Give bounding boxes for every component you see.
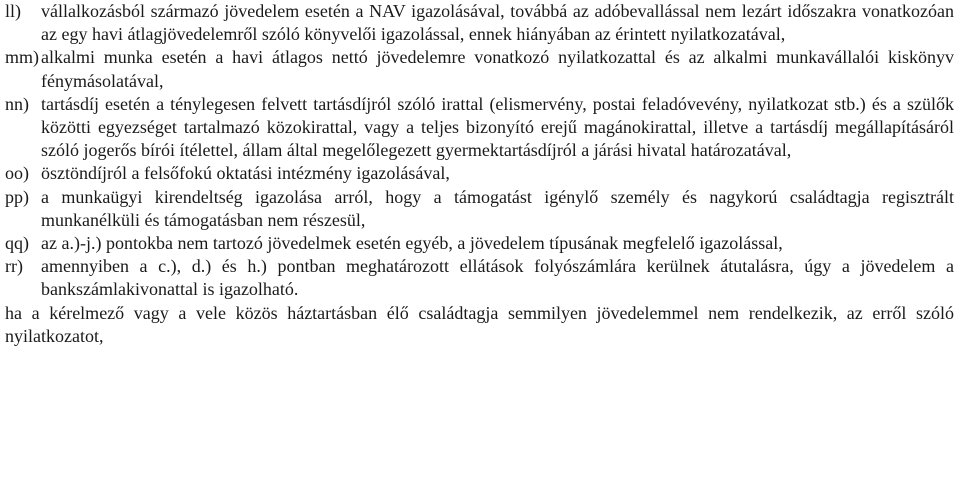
- list-item-text: ösztöndíjról a felsőfokú oktatási intézmény igazolásával,: [41, 163, 450, 184]
- list-item-nn: [5, 93, 954, 163]
- list-item-pp: [5, 186, 954, 232]
- list-marker: qq): [5, 233, 29, 254]
- list-item-text: amennyiben a c.), d.) és h.) pontban meghatározott ellátások folyószámlára kerülnek átutalásra, úgy a jövedelem a bankszámlakivonattal is igazolható.: [41, 256, 954, 300]
- list-item-text: tartásdíj esetén a ténylegesen felvett tartásdíjról szóló irattal (elismervény, postai feladóvevény, nyilatkozat stb.) és a szülők közötti egyezséget tartalmazó közokirattal, vagy a teljes bizonyító erejű magánokirattal, illetve a tartásdíj megállapításáról szóló jogerős bírói ítélettel, állam által megelőlegezett gyermektartásdíjról a járási hivatal határozatával,: [41, 93, 954, 161]
- list-marker: mm): [5, 47, 39, 68]
- list-item-text: a munkaügyi kirendeltség igazolása arról, hogy a támogatást igénylő személy és nagykorú családtagja regisztrált munkanélküli és támogatásban nem részesül,: [41, 186, 954, 230]
- list-item-text: alkalmi munka esetén a havi átlagos nettó jövedelemre vonatkozó nyilatkozattal és az alkalmi munkavállalói kiskönyv fénymásolatával,: [41, 47, 954, 91]
- list-item-text: az a.)-j.) pontokba nem tartozó jövedelmek esetén egyéb, a jövedelem típusának megfelelő igazolással,: [41, 233, 783, 254]
- list-marker: nn): [5, 93, 29, 114]
- list-item-oo: [5, 162, 954, 185]
- list-item-qq: [5, 232, 954, 255]
- closing-paragraph: ha a kérelmező vagy a vele közös háztartásban élő családtagja semmilyen jövedelemmel nem rendelkezik, az erről szóló nyilatkozatot,: [5, 302, 954, 346]
- list-marker: rr): [5, 256, 23, 277]
- list-marker: oo): [5, 163, 29, 184]
- list-item-ll: [5, 0, 954, 46]
- list-item-mm: [5, 46, 954, 92]
- list-item-text: vállalkozásból származó jövedelem esetén a NAV igazolásával, továbbá az adóbevallással nem lezárt időszakra vonatkozóan az egy havi átlagjövedelemről szóló könyvelői igazolással, ennek hiányában az érintett nyilatkozatával,: [41, 1, 954, 45]
- list-item-rr: [5, 255, 954, 301]
- list-marker: ll): [5, 1, 21, 21]
- list-marker: pp): [5, 186, 29, 207]
